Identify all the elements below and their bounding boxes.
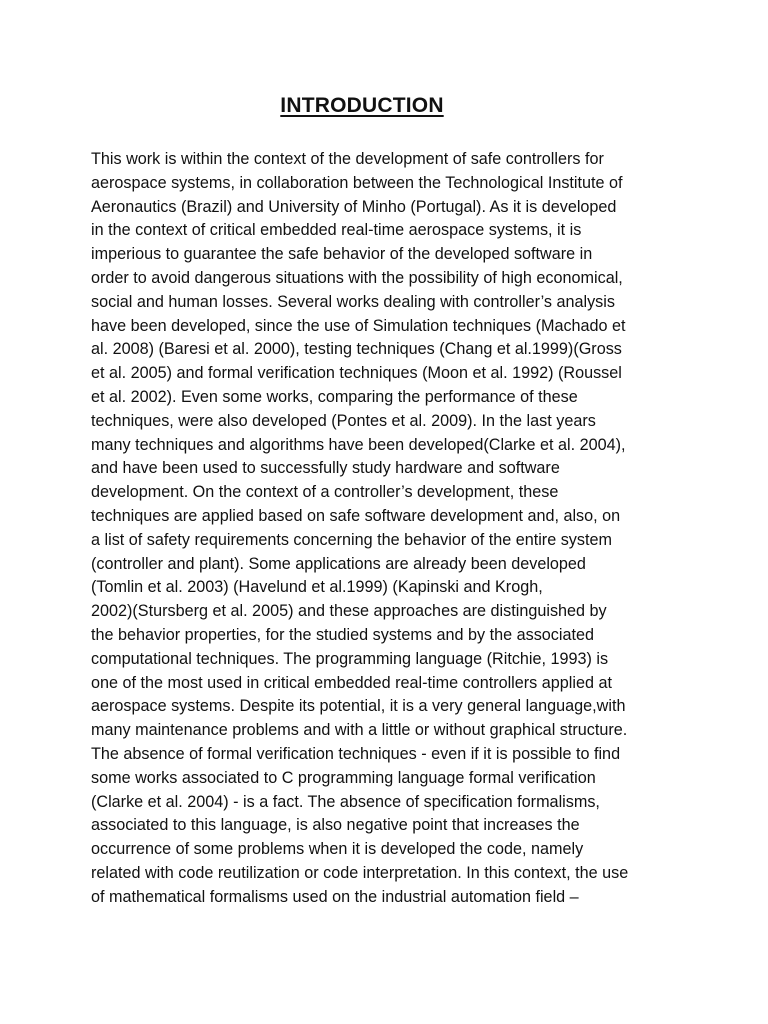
text-line: (controller and plant). Some applications are already been developed bbox=[91, 554, 586, 573]
text-line: occurrence of some problems when it is developed the code, namely bbox=[91, 840, 584, 859]
text-line: and have been used to successfully study hardware and software bbox=[91, 459, 560, 478]
text-line: one of the most used in critical embedded real-time controllers applied at bbox=[91, 673, 612, 692]
text-line: development. On the context of a controller’s development, these bbox=[91, 483, 559, 502]
text-line: the behavior properties, for the studied systems and by the associated bbox=[91, 625, 594, 644]
text-line: (Clarke et al. 2004) - is a fact. The absence of specification formalisms, bbox=[91, 792, 600, 811]
text-line: in the context of critical embedded real-time aerospace systems, it is bbox=[91, 221, 582, 240]
text-line: (Tomlin et al. 2003) (Havelund et al.1999) (Kapinski and Krogh, bbox=[91, 578, 543, 597]
text-line: 2002)(Stursberg et al. 2005) and these approaches are distinguished by bbox=[91, 602, 607, 621]
text-line: techniques are applied based on safe software development and, also, on bbox=[91, 506, 621, 525]
text-line: aerospace systems, in collaboration between the Technological Institute of bbox=[91, 173, 623, 192]
text-line: of mathematical formalisms used on the industrial automation field – bbox=[91, 887, 579, 906]
text-line: some works associated to C programming language formal verification bbox=[91, 768, 596, 787]
text-line: aerospace systems. Despite its potential, it is a very general language,with bbox=[91, 697, 626, 716]
text-line: have been developed, since the use of Simulation techniques (Machado et bbox=[91, 316, 626, 335]
text-line: The absence of formal verification techniques - even if it is possible to find bbox=[91, 744, 621, 763]
text-line: social and human losses. Several works dealing with controller’s analysis bbox=[91, 292, 615, 311]
text-line: imperious to guarantee the safe behavior of the developed software in bbox=[91, 245, 593, 264]
text-line: associated to this language, is also negative point that increases the bbox=[91, 816, 580, 835]
text-line: many maintenance problems and with a little or without graphical structure. bbox=[91, 721, 628, 740]
page-title: INTRODUCTION bbox=[280, 94, 444, 117]
text-line: et al. 2005) and formal verification techniques (Moon et al. 1992) (Roussel bbox=[91, 364, 622, 383]
text-line: al. 2008) (Baresi et al. 2000), testing techniques (Chang et al.1999)(Gross bbox=[91, 340, 622, 359]
text-line: many techniques and algorithms have been developed(Clarke et al. 2004), bbox=[91, 435, 626, 454]
text-line: This work is within the context of the development of safe controllers for bbox=[91, 150, 604, 168]
text-line: order to avoid dangerous situations with the possibility of high economical, bbox=[91, 268, 623, 287]
text-line: related with code reutilization or code interpretation. In this context, the use bbox=[91, 863, 629, 882]
text-line: a list of safety requirements concerning the behavior of the entire system bbox=[91, 530, 612, 549]
text-line: techniques, were also developed (Pontes et al. 2009). In the last years bbox=[91, 411, 596, 430]
text-line: computational techniques. The programming language (Ritchie, 1993) is bbox=[91, 649, 609, 668]
text-line: Aeronautics (Brazil) and University of Minho (Portugal). As it is developed bbox=[91, 197, 617, 216]
body-paragraph bbox=[91, 148, 731, 910]
text-line: et al. 2002). Even some works, comparing the performance of these bbox=[91, 387, 578, 406]
